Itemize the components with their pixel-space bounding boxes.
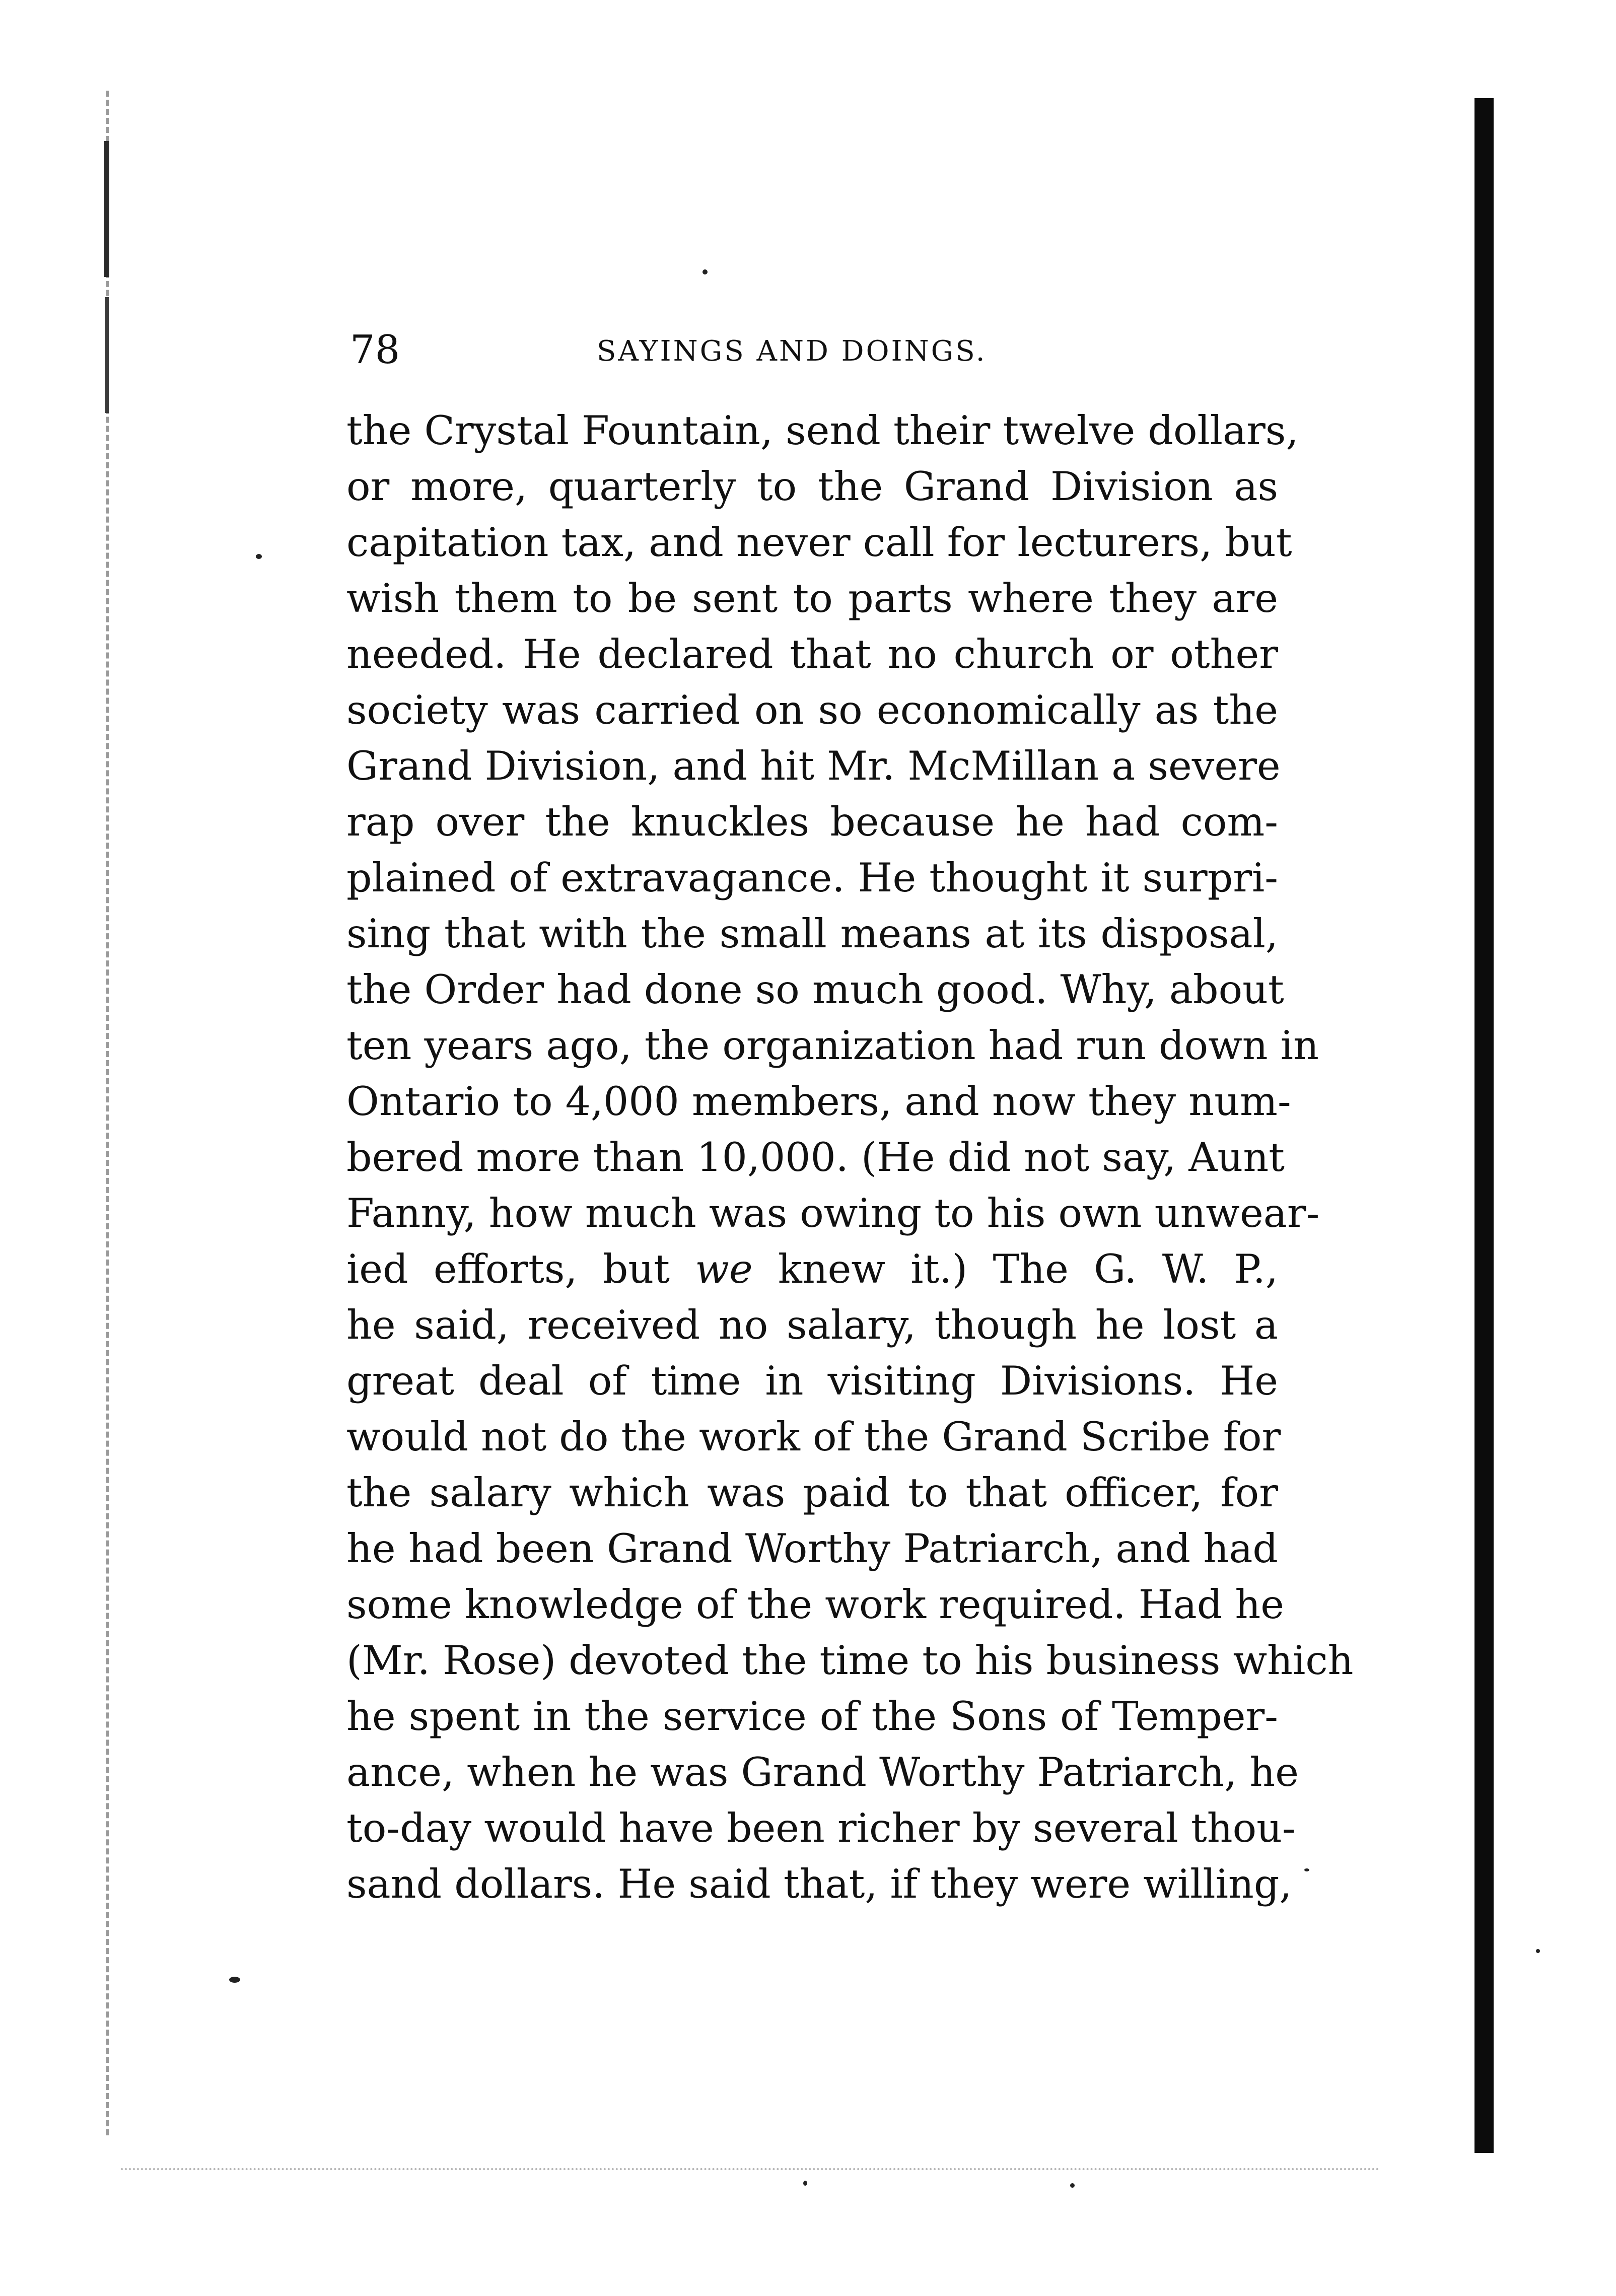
text-line: the Crystal Fountain, send their twelve dollars, — [346, 407, 1299, 454]
text-line: sand dollars. He said that, if they were willing, — [346, 1861, 1292, 1907]
text-line: bered more than 10,000. (He did not say, Aunt — [346, 1134, 1285, 1180]
scan-speck — [229, 1977, 240, 1983]
scan-speck — [803, 2181, 807, 2186]
text-line: sing that with the small means at its disposal, — [346, 911, 1278, 957]
right-edge-rule — [1474, 98, 1494, 2153]
text-line: rap over the knuckles because he had com- — [346, 799, 1278, 845]
running-head: SAYINGS AND DOINGS. — [597, 335, 987, 368]
text-line: plained of extravagance. He thought it surpri- — [346, 855, 1278, 901]
text-line: wish them to be sent to parts where they are — [346, 575, 1278, 621]
text-line: would not do the work of the Grand Scribe for — [346, 1414, 1281, 1460]
text-line: he spent in the service of the Sons of Temper- — [346, 1693, 1278, 1740]
scan-speck — [256, 554, 262, 559]
text-line: capitation tax, and never call for lecturers, but — [346, 519, 1292, 566]
text-line: ten years ago, the organization had run down in — [346, 1022, 1319, 1069]
text-fragment: knew it.) The G. W. P., — [778, 1246, 1278, 1292]
text-line: or more, quarterly to the Grand Division as — [346, 463, 1278, 510]
text-line: Ontario to 4,000 members, and now they num- — [346, 1078, 1291, 1125]
scan-speck — [1304, 1868, 1309, 1871]
binding-edge-mark — [105, 297, 109, 413]
text-line: society was carried on so economically as the — [346, 687, 1278, 733]
page-header — [350, 325, 1277, 375]
text-line: he had been Grand Worthy Patriarch, and had — [346, 1525, 1278, 1572]
text-line: (Mr. Rose) devoted the time to his business which — [346, 1637, 1354, 1684]
bottom-scan-dots — [121, 2168, 1380, 2170]
body-text — [346, 403, 1354, 1912]
text-line: the Order had done so much good. Why, about — [346, 966, 1284, 1013]
text-line: ance, when he was Grand Worthy Patriarch, he — [346, 1749, 1299, 1795]
text-line: great deal of time in visiting Divisions. He — [346, 1358, 1278, 1404]
text-line-mixed — [346, 1241, 1278, 1297]
italic-word: we — [695, 1246, 753, 1292]
text-line: Grand Division, and hit Mr. McMillan a severe — [346, 743, 1281, 789]
text-line: needed. He declared that no church or other — [346, 631, 1278, 677]
text-line: the salary which was paid to that officer, for — [346, 1470, 1278, 1516]
page-number: 78 — [350, 327, 400, 373]
scan-speck — [1070, 2183, 1075, 2188]
binding-edge-mark — [104, 141, 109, 277]
text-line: Fanny, how much was owing to his own unwear- — [346, 1190, 1320, 1236]
text-fragment: ied efforts, but — [346, 1246, 670, 1292]
scan-speck — [702, 269, 708, 274]
text-line: some knowledge of the work required. Had he — [346, 1581, 1285, 1628]
text-line: to-day would have been richer by several thou- — [346, 1805, 1296, 1851]
scan-speck — [1536, 1949, 1540, 1953]
text-line: he said, received no salary, though he lost a — [346, 1302, 1278, 1348]
